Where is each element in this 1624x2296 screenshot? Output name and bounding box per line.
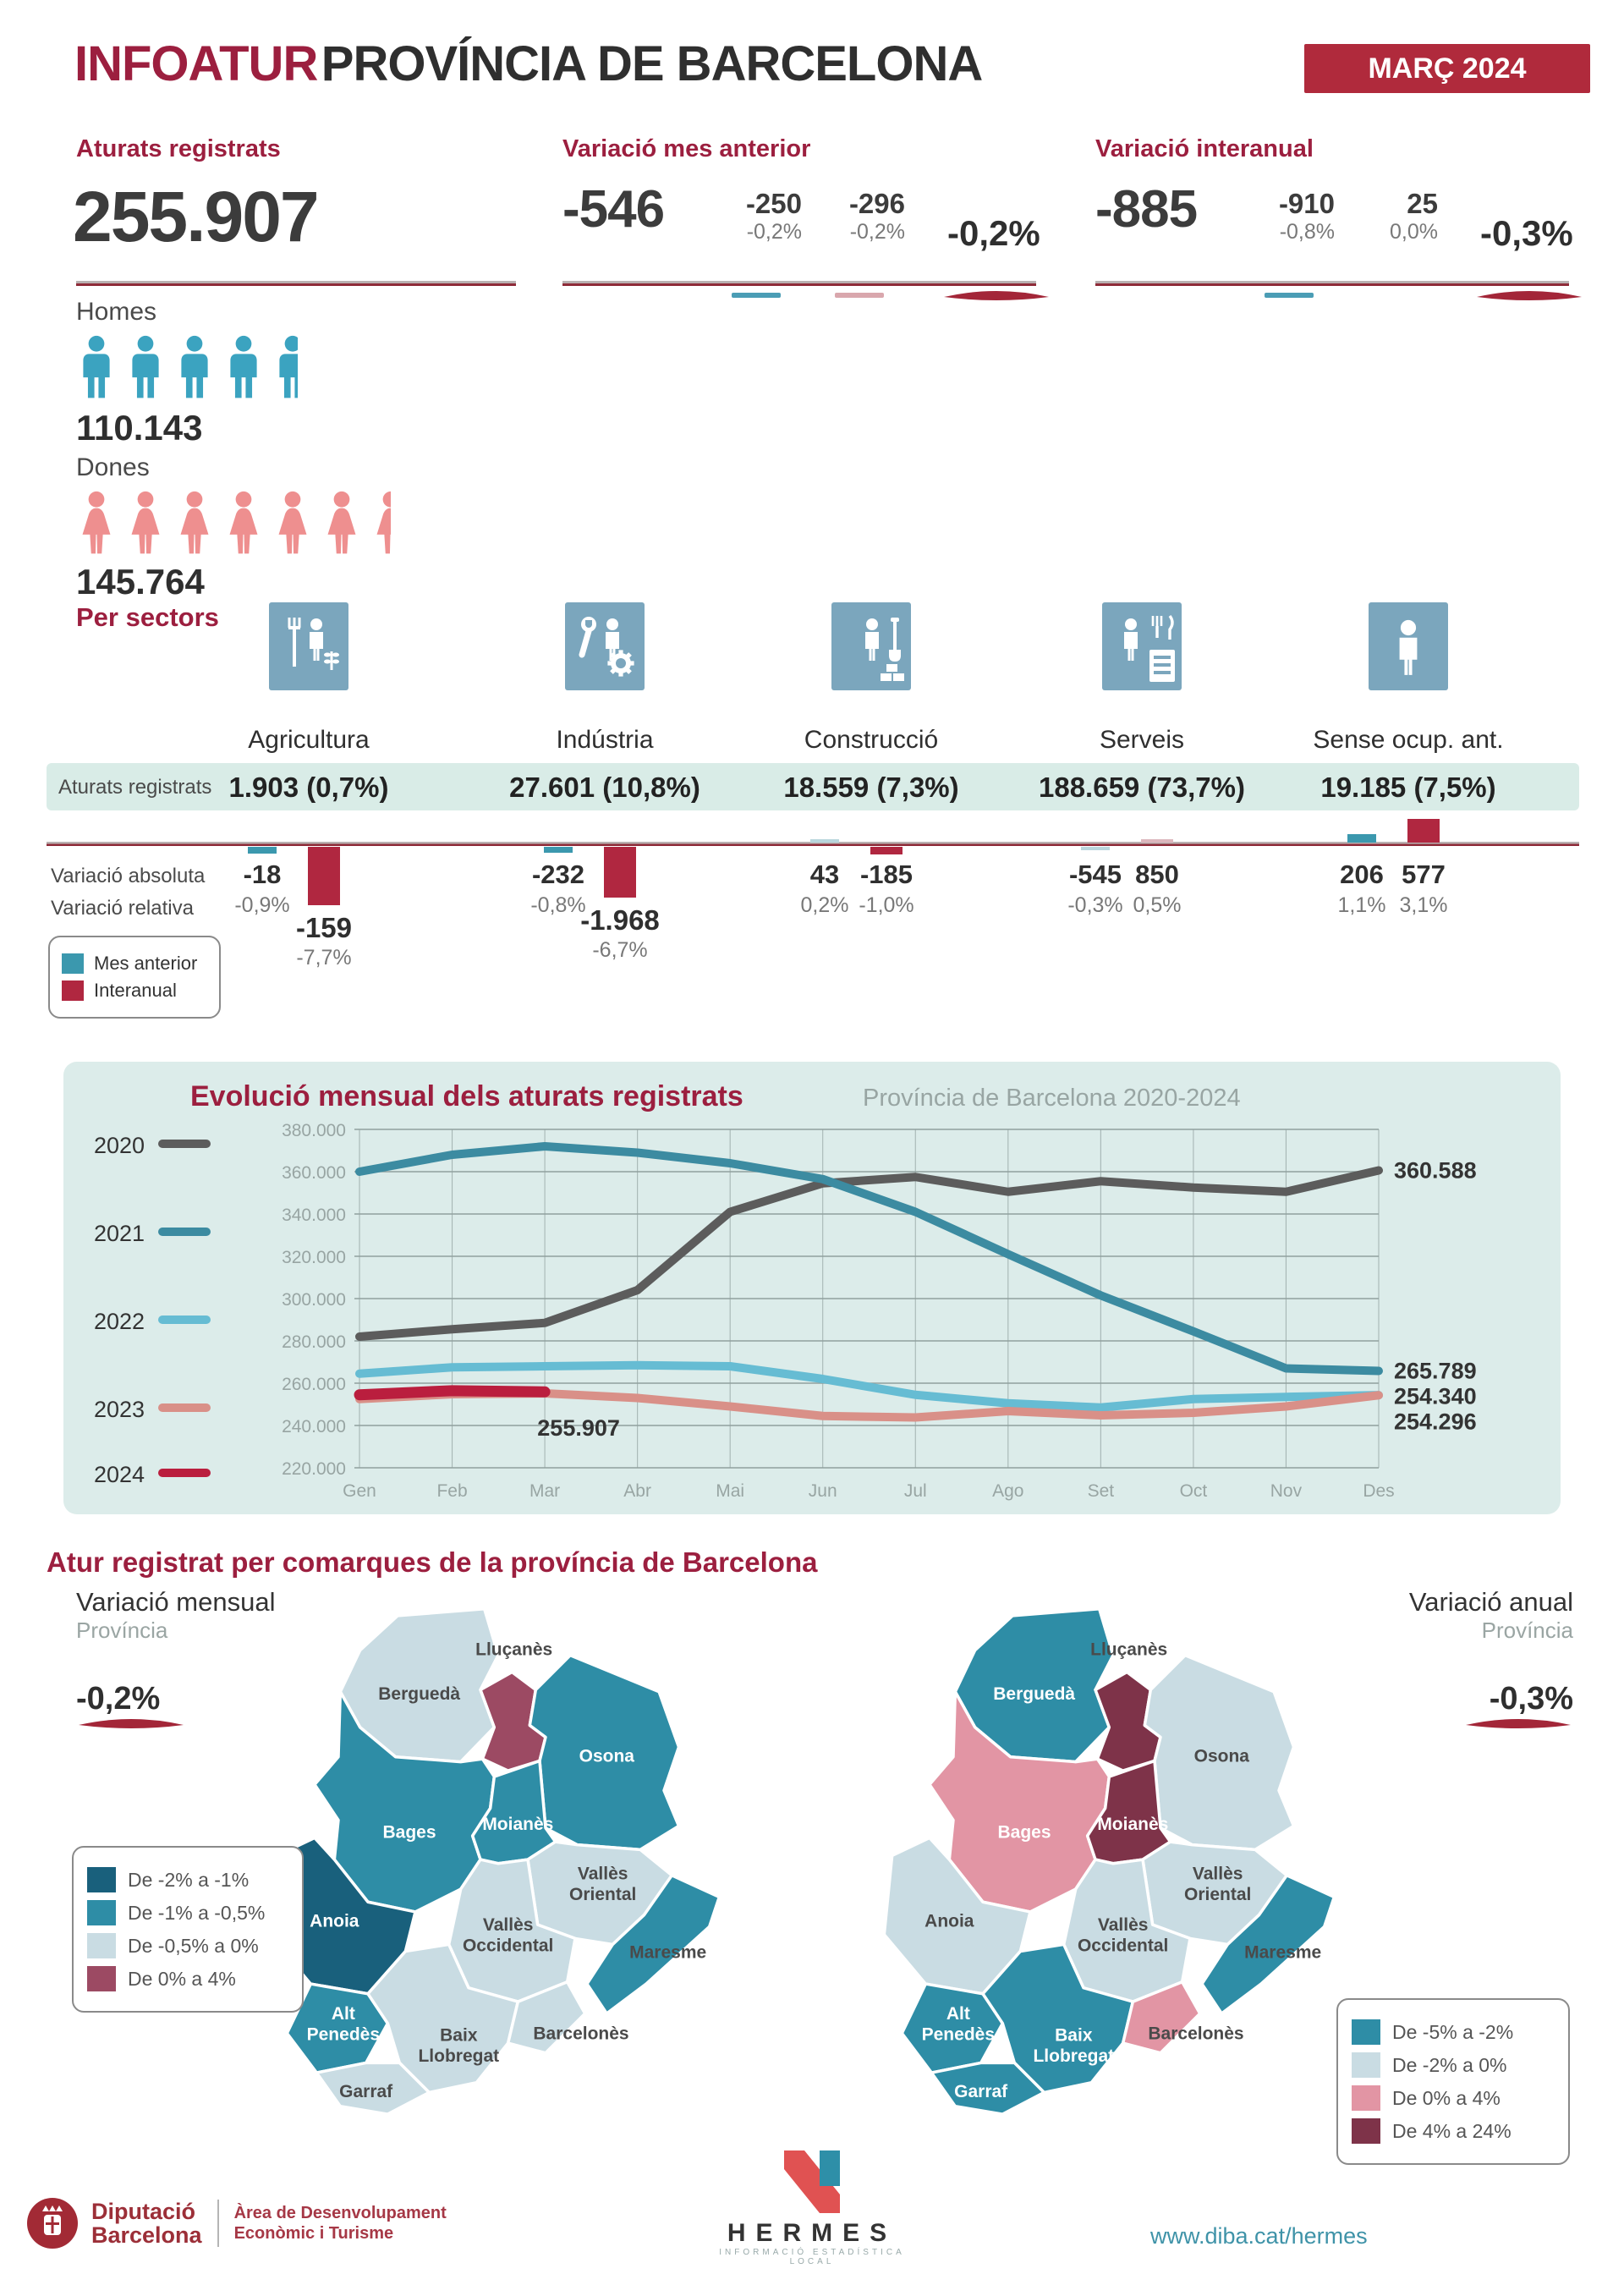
x-tick-label: Jul <box>903 1481 927 1501</box>
series-end-label-2022: 254.340 <box>1394 1383 1477 1409</box>
variation-bar-mes <box>544 847 573 853</box>
mes-anterior-swatch <box>62 953 84 974</box>
variation-abs-mes: 206 <box>1340 860 1384 889</box>
monthly-variation-label: Variació mes anterior <box>562 135 811 162</box>
legend-color-swatch <box>1352 2019 1380 2045</box>
x-tick-label: Feb <box>436 1481 468 1501</box>
male-icons <box>74 327 328 404</box>
hermes-name: HERMES <box>727 2219 897 2247</box>
variation-rel-mes: -0,3% <box>1067 893 1123 917</box>
sector-name: Indústria <box>556 726 654 754</box>
comarca-label: Maresme <box>1244 1942 1322 1963</box>
variation-abs-mes: -18 <box>243 860 282 889</box>
chart-legend-swatch <box>158 1228 211 1236</box>
chart-legend-swatch <box>158 1403 211 1412</box>
female-person-icon <box>369 486 391 560</box>
legend-color-swatch <box>87 1867 116 1892</box>
series-end-label-2021: 265.789 <box>1394 1358 1477 1384</box>
registered-label: Aturats registrats <box>76 135 281 162</box>
y-tick-label: 260.000 <box>282 1375 346 1394</box>
sectors-heading: Per sectors <box>76 602 219 632</box>
variation-rel-mes: 0,2% <box>800 893 849 917</box>
female-person-icon <box>271 486 315 560</box>
legend-color-swatch <box>87 1966 116 1991</box>
female-person-icon <box>173 486 217 560</box>
female-person-icon <box>222 486 266 560</box>
bars-legend <box>48 936 221 1019</box>
homes-label: Homes <box>76 298 157 326</box>
hermes-logo-block <box>702 2149 922 2266</box>
comarca-label: Berguedà <box>993 1684 1076 1705</box>
agriculture-icon <box>269 602 348 690</box>
legend-color-swatch <box>87 1933 116 1958</box>
y-tick-label: 340.000 <box>282 1206 346 1225</box>
x-tick-label: Mai <box>716 1481 745 1501</box>
variation-rel-inter: -6,7% <box>592 938 648 963</box>
series-end-label-2023: 254.296 <box>1394 1409 1477 1435</box>
variation-bar-mes <box>810 839 839 843</box>
annual-total-pct: -0,3% <box>1480 213 1573 253</box>
diputacio-crest-icon <box>25 2196 80 2250</box>
monthly-variation-block <box>562 135 1087 253</box>
map-legend-item: De -2% a -1% <box>87 1867 288 1892</box>
homes-value: 110.143 <box>76 408 203 448</box>
annual-main-value: -885 <box>1095 180 1198 239</box>
current-value-annotation: 255.907 <box>537 1415 620 1442</box>
chart-legend-year: 2023 <box>94 1397 145 1422</box>
variation-abs-inter: -159 <box>295 912 353 944</box>
map-legend-item: De 0% a 4% <box>87 1966 288 1991</box>
dones-label: Dones <box>76 453 150 481</box>
industry-icon <box>565 602 645 690</box>
comarca-label: Moianès <box>1097 1815 1169 1835</box>
comarca-label: Barcelonès <box>1148 2024 1244 2044</box>
monthly-main-value: -546 <box>562 180 665 239</box>
comarca-label: Bages <box>382 1822 436 1843</box>
sector-name: Construcció <box>804 726 939 754</box>
x-tick-label: Gen <box>343 1481 376 1501</box>
annual-pair-2: 25 0,0% <box>1390 188 1438 244</box>
annual-map-value: -0,3% <box>1489 1681 1573 1717</box>
page-title-text: PROVÍNCIA DE BARCELONA <box>321 36 983 91</box>
monthly-pair-1: -250 -0,2% <box>745 188 802 244</box>
chart-legend-year: 2021 <box>94 1221 145 1246</box>
comarca-label: Vallès Oriental <box>568 1864 637 1904</box>
comarca-label: Alt Penedès <box>306 2004 381 2045</box>
page-title <box>74 36 982 92</box>
monthly-map-swoosh <box>76 1717 186 1733</box>
comarca-label: Vallès Occidental <box>1077 1915 1169 1956</box>
y-tick-label: 220.000 <box>282 1459 346 1479</box>
sector-registered-value: 1.903 (0,7%) <box>228 772 389 803</box>
variation-rel-inter: 0,5% <box>1133 893 1182 917</box>
comarca-label: Garraf <box>954 2082 1008 2102</box>
registered-value: 255.907 <box>73 177 318 256</box>
comarca-label: Vallès Oriental <box>1183 1864 1252 1904</box>
registered-band-label: Aturats registrats <box>58 776 212 799</box>
annual-map-meta: Variació anual Província -0,3% <box>1320 1587 1573 1737</box>
sector-registered-value: 18.559 (7,3%) <box>783 772 959 803</box>
rel-row-label: Variació relativa <box>51 897 194 920</box>
male-person-icon <box>123 330 167 404</box>
female-icons <box>74 482 413 560</box>
map-legend-item: De 0% a 4% <box>1352 2085 1555 2111</box>
variation-abs-inter: 577 <box>1402 860 1446 889</box>
chart-legend-year: 2020 <box>94 1133 145 1158</box>
monthly-map-meta: Variació mensual Província -0,2% <box>76 1587 275 1737</box>
evolution-chart-panel <box>63 1062 1561 1514</box>
monthly-marker-1 <box>732 293 781 298</box>
sector-registered-value: 27.601 (10,8%) <box>509 772 700 803</box>
variation-bar-inter <box>1407 819 1440 843</box>
evolution-line-chart <box>63 1062 1561 1514</box>
monthly-map-value: -0,2% <box>76 1681 161 1717</box>
annual-marker-1 <box>1265 293 1314 298</box>
app-brand: INFOATUR <box>74 36 318 91</box>
dones-value: 145.764 <box>76 562 205 601</box>
diputacio-area: Àrea de Desenvolupament Econòmic i Turisme <box>233 2204 447 2243</box>
x-tick-label: Nov <box>1270 1481 1303 1501</box>
monthly-map-legend <box>72 1846 304 2013</box>
variation-abs-inter: -185 <box>859 860 914 889</box>
map-legend-item: De -1% a -0,5% <box>87 1900 288 1925</box>
monthly-total-pct: -0,2% <box>947 213 1040 253</box>
comarca-label: Baix Llobregat <box>418 2025 500 2067</box>
footer-divider <box>217 2200 219 2247</box>
y-tick-label: 300.000 <box>282 1290 346 1310</box>
comarca-label: Lluçanès <box>1090 1640 1168 1660</box>
sector-name: Serveis <box>1099 726 1185 754</box>
legend-color-swatch <box>1352 2085 1380 2111</box>
diputacio-name: Diputació Barcelona <box>91 2198 202 2248</box>
variation-bar-inter <box>1141 839 1173 843</box>
variation-abs-mes: -545 <box>1068 860 1122 889</box>
registered-underline <box>76 281 516 286</box>
map-legend-item: De 4% a 24% <box>1352 2118 1555 2144</box>
male-person-icon <box>173 330 217 404</box>
map-legend-item: De -0,5% a 0% <box>87 1933 288 1958</box>
abs-row-label: Variació absoluta <box>51 865 206 887</box>
map-legend-item: De -2% a 0% <box>1352 2052 1555 2078</box>
x-tick-label: Abr <box>623 1481 651 1501</box>
sector-name: Agricultura <box>248 726 370 754</box>
y-tick-label: 380.000 <box>282 1121 346 1140</box>
annual-underline <box>1095 281 1569 286</box>
chart-legend-swatch <box>158 1316 211 1324</box>
comarca-label: Moianès <box>482 1815 554 1835</box>
comarca-label: Alt Penedès <box>921 2004 996 2045</box>
no-previous-occupation-icon <box>1369 602 1448 690</box>
x-tick-label: Oct <box>1179 1481 1208 1501</box>
x-tick-label: Set <box>1087 1481 1115 1501</box>
female-person-icon <box>320 486 364 560</box>
comarca-label: Osona <box>579 1746 635 1766</box>
variation-abs-inter: 850 <box>1135 860 1179 889</box>
legend-color-swatch <box>1352 2052 1380 2078</box>
chart-legend-year: 2024 <box>94 1462 145 1487</box>
monthly-swoosh <box>941 289 1051 305</box>
comarca-label: Berguedà <box>378 1684 461 1705</box>
variation-bar-inter <box>870 847 903 854</box>
comarca-label: Maresme <box>629 1942 707 1963</box>
comarca-label: Vallès Occidental <box>462 1915 554 1956</box>
legend-mes-anterior: Mes anterior <box>62 953 207 975</box>
monthly-marker-2 <box>835 293 884 298</box>
x-tick-label: Jun <box>808 1481 837 1501</box>
series-end-label-2020: 360.588 <box>1394 1157 1477 1184</box>
annual-pair-1: -910 -0,8% <box>1278 188 1335 244</box>
variation-rel-inter: -7,7% <box>296 946 352 970</box>
variation-rel-mes: -0,9% <box>234 893 290 917</box>
legend-color-swatch <box>1352 2118 1380 2144</box>
comarca-label: Bages <box>997 1822 1051 1843</box>
chart-title: Evolució mensual dels aturats registrats <box>190 1080 743 1112</box>
variation-rel-mes: 1,1% <box>1337 893 1386 917</box>
comarca-label: Anoia <box>310 1911 359 1931</box>
annual-variation-block <box>1095 135 1620 253</box>
male-person-icon <box>74 330 118 404</box>
interanual-swatch <box>62 980 84 1001</box>
annual-variation-label: Variació interanual <box>1095 135 1314 162</box>
sector-registered-value: 188.659 (73,7%) <box>1038 772 1245 803</box>
maps-heading: Atur registrat per comarques de la província de Barcelona <box>47 1546 818 1578</box>
male-person-icon <box>222 330 266 404</box>
x-tick-label: Mar <box>529 1481 561 1501</box>
map-legend-item: De -5% a -2% <box>1352 2019 1555 2045</box>
y-tick-label: 320.000 <box>282 1248 346 1267</box>
hermes-logo-icon <box>781 2149 843 2215</box>
hermes-tagline: INFORMACIÓ ESTADÍSTICA LOCAL <box>719 2248 905 2266</box>
y-tick-label: 240.000 <box>282 1417 346 1436</box>
variation-rel-mes: -0,8% <box>530 893 586 917</box>
monthly-pair-2: -296 -0,2% <box>848 188 905 244</box>
annual-map-legend <box>1336 1998 1570 2165</box>
sector-registered-value: 19.185 (7,5%) <box>1320 772 1496 803</box>
x-tick-label: Des <box>1363 1481 1395 1501</box>
variation-abs-mes: -232 <box>531 860 585 889</box>
comarca-label: Baix Llobregat <box>1033 2025 1115 2067</box>
website-link[interactable]: www.diba.cat/hermes <box>1150 2223 1368 2249</box>
y-tick-label: 280.000 <box>282 1332 346 1352</box>
x-tick-label: Ago <box>992 1481 1024 1501</box>
chart-legend-year: 2022 <box>94 1309 145 1334</box>
variation-rel-inter: -1,0% <box>859 893 914 917</box>
chart-legend-swatch <box>158 1140 211 1148</box>
variation-bar-mes <box>248 847 277 854</box>
services-icon <box>1102 602 1182 690</box>
annual-variation-map <box>864 1601 1338 2129</box>
chart-subtitle: Província de Barcelona 2020-2024 <box>863 1085 1241 1112</box>
variation-bar-mes <box>1081 847 1110 850</box>
variation-abs-inter: -1.968 <box>580 904 660 937</box>
chart-legend-swatch <box>158 1469 211 1477</box>
series-line-2024 <box>359 1391 545 1395</box>
legend-color-swatch <box>87 1900 116 1925</box>
comarca-label: Lluçanès <box>475 1640 553 1660</box>
annual-map-swoosh <box>1463 1717 1573 1733</box>
monthly-underline <box>562 281 1036 286</box>
male-person-icon <box>271 330 298 404</box>
sector-name: Sense ocup. ant. <box>1313 726 1504 754</box>
comarca-label: Anoia <box>924 1911 974 1931</box>
variation-bar-mes <box>1347 834 1376 843</box>
construction-icon <box>831 602 911 690</box>
monthly-variation-map <box>250 1601 723 2129</box>
diputacio-logo-block <box>25 2196 447 2250</box>
variation-rel-inter: 3,1% <box>1399 893 1448 917</box>
variation-abs-mes: 43 <box>809 860 840 889</box>
female-person-icon <box>123 486 167 560</box>
y-tick-label: 360.000 <box>282 1163 346 1183</box>
comarca-label: Garraf <box>339 2082 393 2102</box>
comarca-label: Osona <box>1193 1746 1250 1766</box>
comarca-label: Barcelonès <box>533 2024 629 2044</box>
annual-swoosh <box>1474 289 1584 305</box>
female-person-icon <box>74 486 118 560</box>
legend-interanual: Interanual <box>62 980 207 1002</box>
period-badge: MARÇ 2024 <box>1304 44 1590 93</box>
